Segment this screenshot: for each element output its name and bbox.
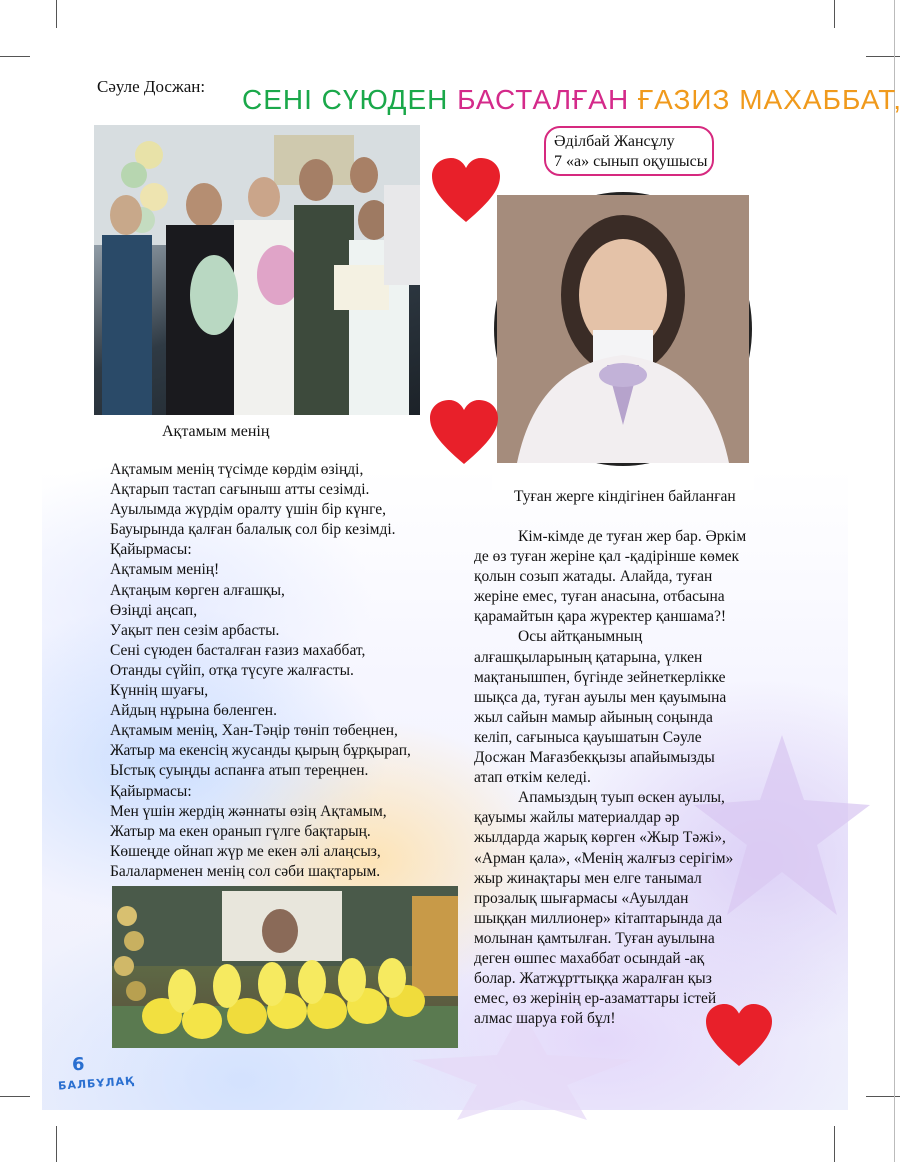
poem-line: Ақтамым менің! bbox=[110, 561, 220, 579]
poem-line: Балаларменен менің сол сәби шақтарым. bbox=[110, 862, 381, 880]
article-line: жыр жинақтары мен елге танымал bbox=[474, 869, 702, 887]
article-line: «Арман қала», «Менің жалғыз серігім» bbox=[474, 849, 734, 867]
article-line: Осы айтқанымның bbox=[518, 628, 643, 646]
article-body bbox=[474, 527, 792, 1029]
magazine-page bbox=[42, 40, 902, 1110]
article-line: болар. Жатжұрттыққа жаралған қыз bbox=[474, 970, 712, 988]
article-line: алмас шаруа ғой бұл! bbox=[474, 1010, 616, 1028]
article-line: Апамыздың туып өскен ауылы, bbox=[518, 789, 725, 807]
poem-line: Отанды сүйіп, отқа түсуге жалғасты. bbox=[110, 661, 354, 679]
poem-line: Қайырмасы: bbox=[110, 782, 192, 800]
poem-line: Ақтарып тастап сағыныш атты сезімді. bbox=[110, 481, 370, 499]
page-title bbox=[242, 84, 902, 116]
poem-line: Ауылымда жүрдім оралту үшін бір күнге, bbox=[110, 501, 386, 519]
poem-line: Бауырында қалған балалық сол бір кезімді. bbox=[110, 521, 396, 539]
article-subtitle: Туған жерге кіндігінен байланған bbox=[514, 488, 736, 505]
author-name: Сәуле Досжан: bbox=[97, 77, 206, 96]
article-line: қолын созып жатады. Алайда, туған bbox=[474, 568, 713, 586]
poem-line: Ақтамым менің, Хан-Тәңір төніп төбеңнен, bbox=[110, 722, 398, 740]
title-part-magenta: БАСТАЛҒАН bbox=[457, 84, 630, 115]
article-line: жеріне емес, туған анасына, отбасына bbox=[474, 588, 725, 606]
article-line: алғашқыларының қатарына, үлкен bbox=[474, 648, 703, 666]
poem-line: Жатыр ма екенсің жусанды қырың бұрқырап, bbox=[110, 742, 411, 760]
poem-line: Қайырмасы: bbox=[110, 541, 192, 559]
poem-line: Жатыр ма екен оранып гүлге бақтарың. bbox=[110, 822, 371, 840]
poem-line: Күннің шуағы, bbox=[110, 682, 209, 700]
poem-line: Мен үшін жердің жәннаты өзің Ақтамым, bbox=[110, 802, 387, 820]
article-line: қауымы жайлы материалдар әр bbox=[474, 809, 680, 827]
student-portrait bbox=[494, 192, 752, 466]
poem-line: Уақыт пен сезім арбасты. bbox=[110, 621, 280, 639]
poem-line: Ақтамым менің түсімде көрдім өзіңді, bbox=[110, 461, 364, 478]
poem bbox=[110, 460, 450, 882]
article-line: жылдарда жарық көрген «Жыр Тәжі», bbox=[474, 829, 726, 847]
title-part-orange: ҒАЗИЗ МАХАББАТ, bbox=[637, 84, 902, 115]
article-line: шықса да, туған ауылы мен қауымына bbox=[474, 688, 727, 706]
poem-line: Көшеңде ойнап жүр ме екен әлі алаңсыз, bbox=[110, 842, 381, 860]
performance-photo bbox=[112, 886, 458, 1048]
article-line: шыққан миллионер» кітаптарында да bbox=[474, 909, 723, 927]
poem-line: Ақтаңым көрген алғашқы, bbox=[110, 581, 285, 599]
article-line: жыл сайын мамыр айының соңында bbox=[474, 708, 713, 726]
title-part-green: СЕНІ СҮЮДЕН bbox=[242, 84, 449, 115]
article-line: мақтанышпен, бүгінде зейнеткерлікке bbox=[474, 668, 726, 686]
poem-line: Ыстық суыңды аспанға атып тереңнен. bbox=[110, 762, 369, 780]
article-line: молынан қамтылған. Туған ауылына bbox=[474, 929, 715, 947]
article-line: қарамайтын қара жүректер қаншама?! bbox=[474, 608, 727, 626]
article-line: емес, өз жерінің ер-азаматтары істей bbox=[474, 990, 717, 1008]
heart-decoration-top bbox=[430, 156, 502, 224]
student-name: Әділбай Жансұлу bbox=[554, 133, 675, 150]
heart-decoration-middle bbox=[428, 398, 500, 466]
article-line: келіп, сағынысa қауышатын Сәуле bbox=[474, 728, 702, 746]
poem-line: Сені сүюден басталған ғазиз махаббат, bbox=[110, 641, 366, 659]
article-line: де өз туған жеріне қал -қадірінше көмек bbox=[474, 548, 740, 566]
group-photo bbox=[94, 125, 420, 415]
student-name-box bbox=[544, 126, 714, 176]
student-class: 7 «а» сынып оқушысы bbox=[554, 153, 708, 170]
article-line: деген өшпес махаббат осындай -ақ bbox=[474, 949, 705, 967]
article-line: Кім-кімде де туған жер бар. Әркім bbox=[518, 528, 747, 545]
article-line: прозалық шығармасы «Ауылдан bbox=[474, 889, 689, 907]
poem-line: Өзіңді аңсап, bbox=[110, 601, 198, 619]
page-number: 6 bbox=[72, 1054, 85, 1075]
article-line: атап өткім келеді. bbox=[474, 769, 591, 787]
photo-caption: Ақтамым менің bbox=[162, 423, 270, 440]
magazine-logo: БАЛБҰЛАҚ bbox=[57, 1074, 135, 1093]
article-line: Досжан Мағазбекқызы апайымызды bbox=[474, 749, 715, 767]
poem-line: Айдың нұрына бөленген. bbox=[110, 702, 277, 720]
